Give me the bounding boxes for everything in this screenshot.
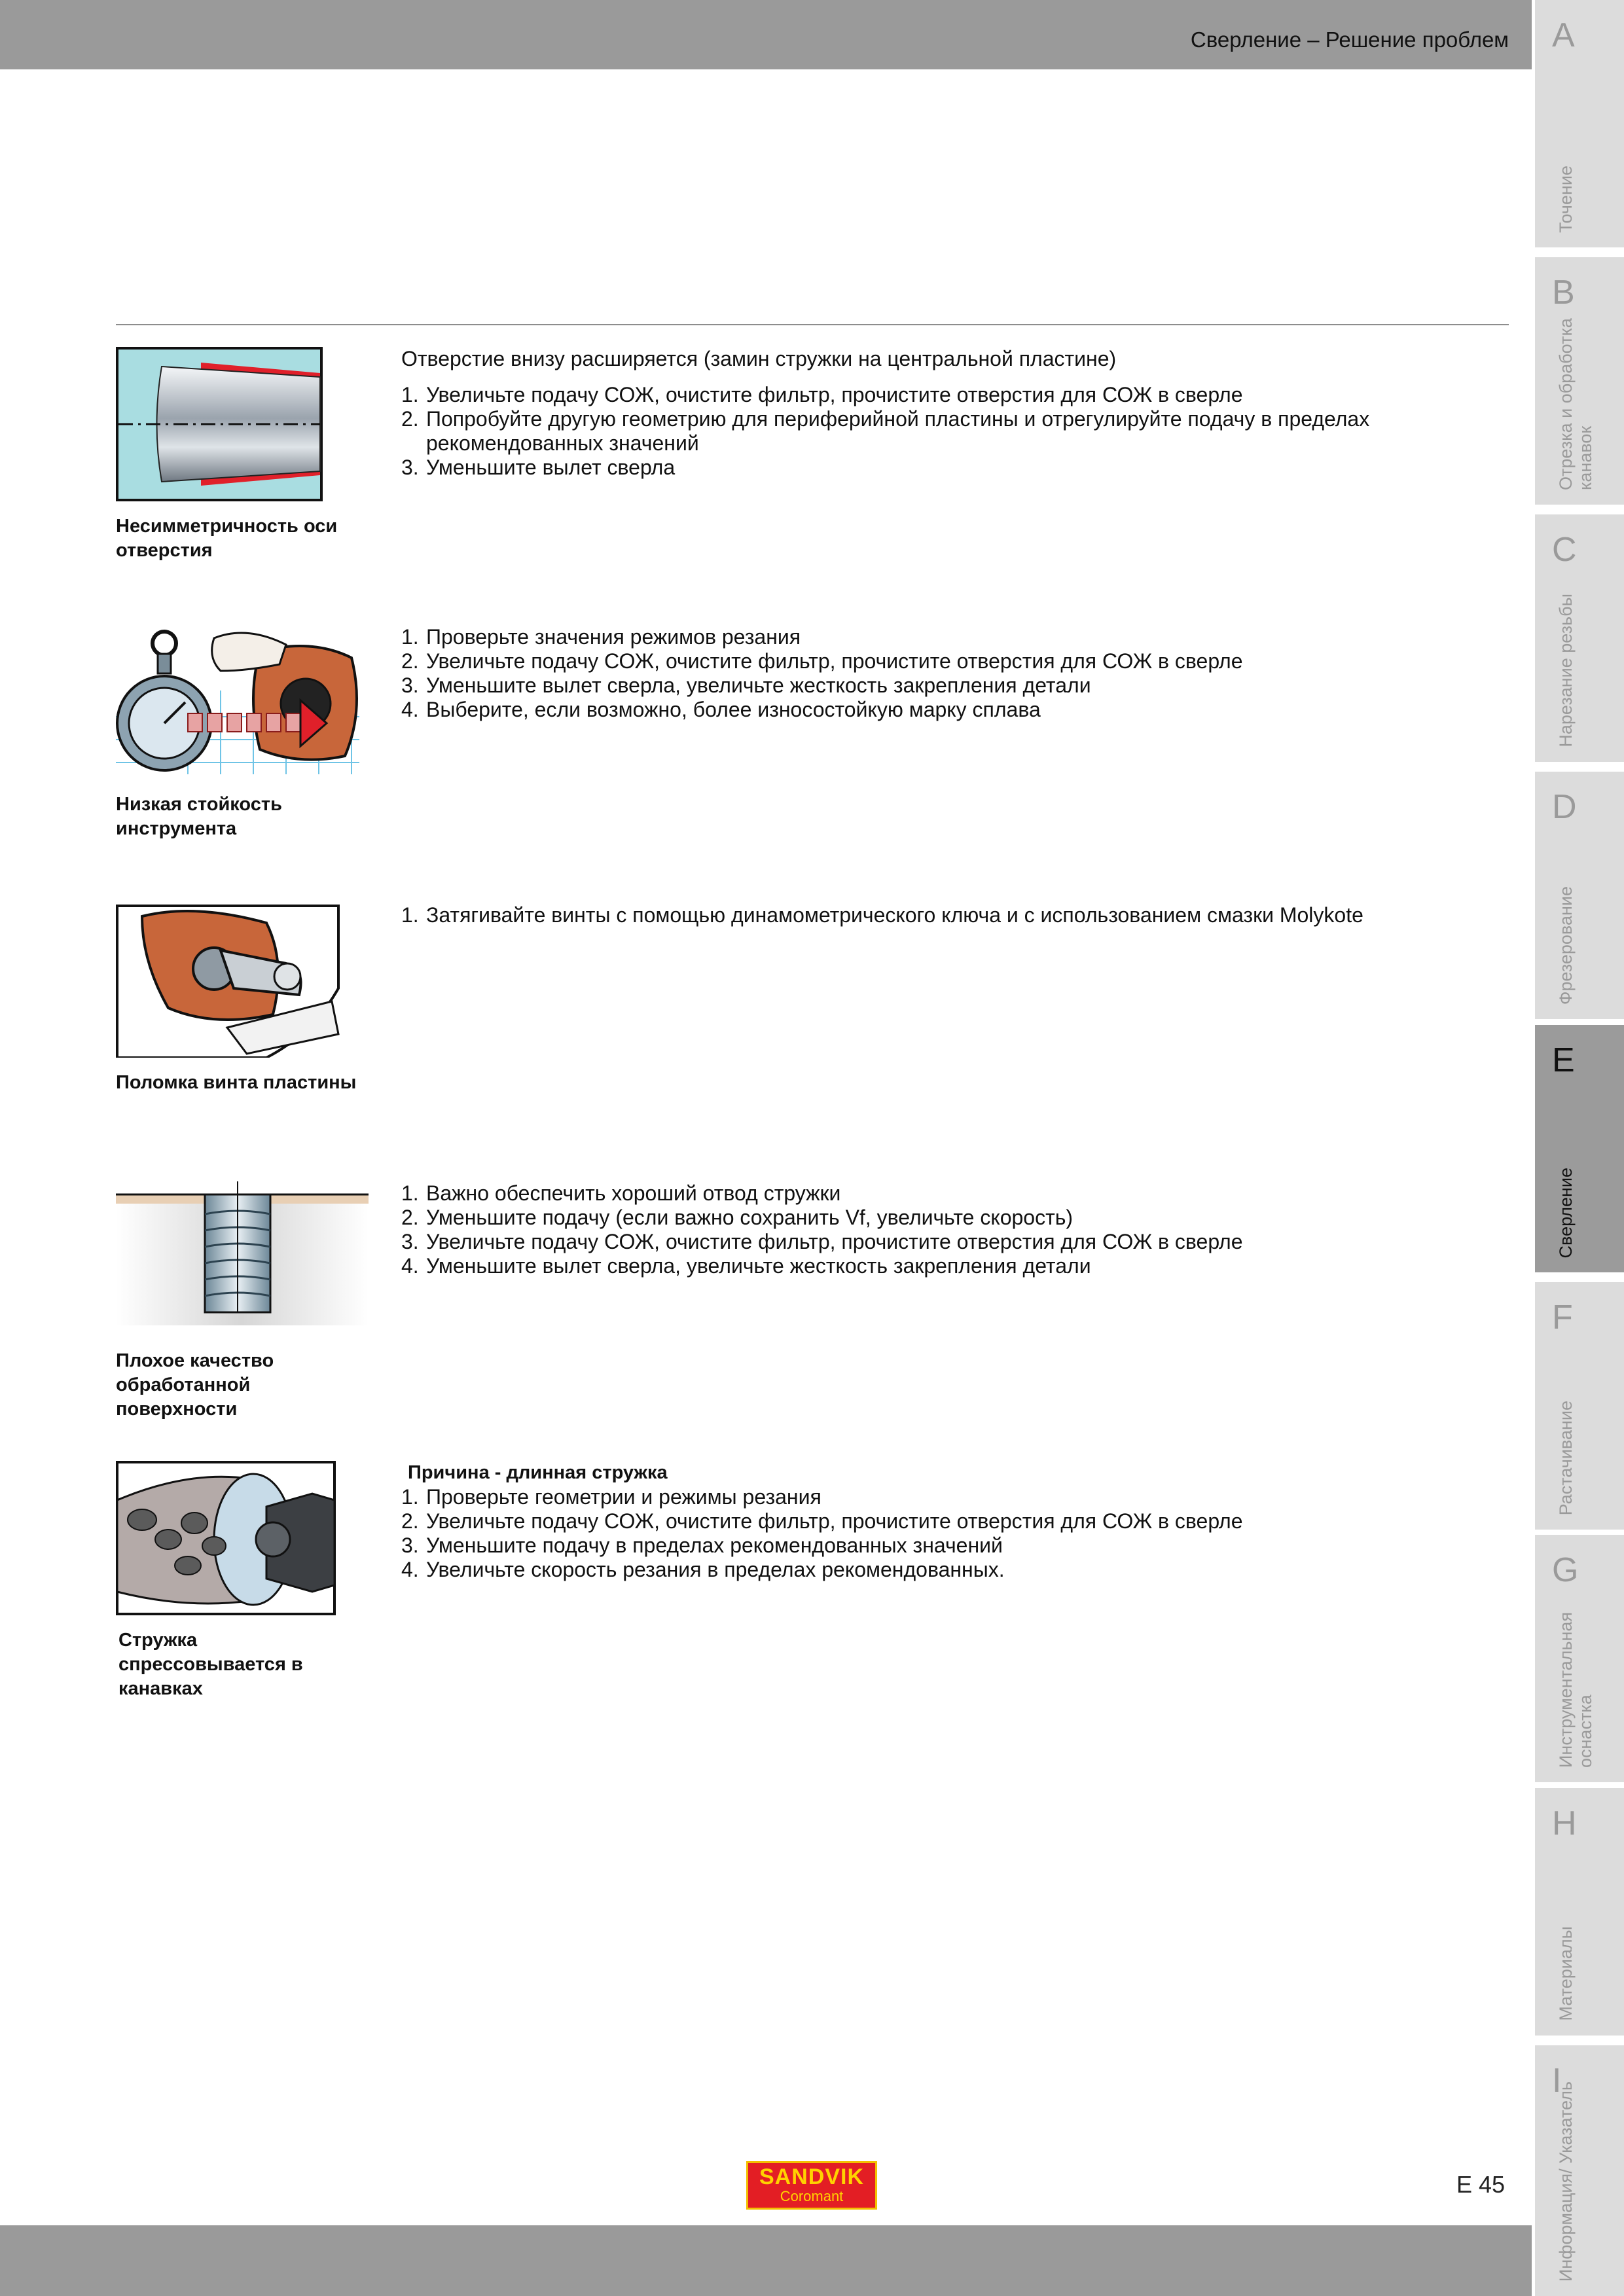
remedy-text: Выберите, если возможно, более износостойкую марку сплава xyxy=(426,698,1041,721)
tab-label: Точение xyxy=(1556,166,1576,233)
tab-label: Фрезерование xyxy=(1556,886,1576,1005)
remedy-list xyxy=(401,903,1514,927)
remedy-list xyxy=(401,1181,1514,1278)
tab-letter: B xyxy=(1552,274,1575,312)
list-item: 4. Уменьшите вылет сверла, увеличьте жесткость закрепления детали xyxy=(401,1254,1091,1278)
sandvik-coromant-logo xyxy=(746,2161,877,2210)
problem-caption: Низкая стойкость инструмента xyxy=(116,794,282,839)
remedy-list xyxy=(401,1485,1514,1582)
tab-letter: D xyxy=(1552,788,1577,826)
insert-screw-illustration xyxy=(116,903,346,1058)
problem-remedies xyxy=(401,903,1514,927)
problem-screw-breakage xyxy=(116,903,1510,1100)
list-item: 3. Увеличьте подачу СОЖ, очистите фильтр, прочистите отверстия для СОЖ в сверле xyxy=(401,1230,1243,1253)
remedy-text: Уменьшите вылет сверла, увеличьте жесткость закрепления детали xyxy=(426,673,1091,697)
remedy-text: Уменьшите вылет сверла, увеличьте жесткость закрепления детали xyxy=(426,1254,1091,1278)
tab-c[interactable] xyxy=(1535,514,1624,762)
list-item: 3. Уменьшите подачу в пределах рекомендованных значений xyxy=(401,1534,1003,1557)
tab-label: Материалы xyxy=(1556,1926,1576,2021)
problem-caption: Несимметричность оси отверстия xyxy=(116,516,338,561)
problem-remedies xyxy=(401,625,1514,722)
logo-line1: SANDVIK xyxy=(759,2164,865,2189)
problem-chip-packing xyxy=(116,1461,1510,1710)
remedy-text: Увеличьте подачу СОЖ, очистите фильтр, прочистите отверстия для СОЖ в сверле xyxy=(426,383,1243,406)
remedy-text: Попробуйте другую геометрию для периферийной пластины и отрегулируйте подачу в пределах рекомендованных значений xyxy=(426,407,1370,455)
remedy-list xyxy=(401,625,1514,722)
list-item: 2. Уменьшите подачу (если важно сохранить Vf, увеличьте скорость) xyxy=(401,1206,1074,1229)
logo-line2: Coromant xyxy=(780,2188,844,2204)
header-bar xyxy=(0,0,1532,69)
problem-poor-surface xyxy=(116,1181,1510,1443)
list-item: 3. Уменьшите вылет сверла, увеличьте жесткость закрепления детали xyxy=(401,673,1091,697)
tab-i[interactable] xyxy=(1535,2045,1624,2296)
remedy-text: Уменьшите подачу (если важно сохранить Vf, увеличьте скорость) xyxy=(426,1206,1074,1229)
remedy-text: Увеличьте подачу СОЖ, очистите фильтр, прочистите отверстия для СОЖ в сверле xyxy=(426,649,1243,673)
problem-lead: Отверстие внизу расширяется (замин стружки на центральной пластине) xyxy=(401,347,1117,370)
remedy-text: Уменьшите вылет сверла xyxy=(426,456,676,479)
problem-hole-asymmetry xyxy=(116,347,1510,569)
problem-remedies xyxy=(401,1461,1514,1582)
list-item: 2. Попробуйте другую геометрию для периферийной пластины и отрегулируйте подачу в пределах рекомендованных значений xyxy=(401,407,1514,456)
chip-packing-illustration xyxy=(116,1461,336,1615)
hole-taper-illustration xyxy=(116,347,323,501)
problem-caption: Стружка спрессовывается в канавках xyxy=(118,1630,303,1699)
list-item: 1. Затягивайте винты с помощью динамометрического ключа и с использованием смазки Molykote xyxy=(401,903,1363,927)
tab-letter: I xyxy=(1552,2062,1562,2100)
remedy-text: Увеличьте подачу СОЖ, очистите фильтр, прочистите отверстия для СОЖ в сверле xyxy=(426,1509,1243,1533)
tab-d[interactable] xyxy=(1535,772,1624,1019)
remedy-list xyxy=(401,383,1514,480)
list-item: 1. Проверьте геометрии и режимы резания xyxy=(401,1485,821,1509)
list-item: 1. Проверьте значения режимов резания xyxy=(401,625,801,649)
list-item: 4. Выберите, если возможно, более износостойкую марку сплава xyxy=(401,698,1041,721)
footer-bar xyxy=(0,2225,1532,2296)
page-title: Сверление – Решение проблем xyxy=(1190,27,1509,52)
list-item: 1. Увеличьте подачу СОЖ, очистите фильтр, прочистите отверстия для СОЖ в сверле xyxy=(401,383,1243,406)
surface-finish-illustration xyxy=(116,1181,369,1325)
remedy-text: Увеличьте скорость резания в пределах рекомендованных. xyxy=(426,1558,1005,1581)
chapter-tabs xyxy=(1535,0,1624,2296)
tab-e[interactable] xyxy=(1535,1025,1624,1272)
tab-letter: E xyxy=(1552,1041,1575,1079)
tab-label: Нарезание резьбы xyxy=(1556,594,1576,747)
tab-letter: C xyxy=(1552,531,1577,569)
remedy-text: Затягивайте винты с помощью динамометрического ключа и с использованием смазки Molykote xyxy=(426,903,1363,927)
stopwatch-insert-illustration xyxy=(116,625,359,774)
list-item: 3. Уменьшите вылет сверла xyxy=(401,456,676,479)
list-item: 2. Увеличьте подачу СОЖ, очистите фильтр, прочистите отверстия для СОЖ в сверле xyxy=(401,1509,1243,1533)
page-number: E 45 xyxy=(1456,2171,1506,2198)
remedy-text: Уменьшите подачу в пределах рекомендованных значений xyxy=(426,1534,1003,1557)
tab-letter: H xyxy=(1552,1804,1577,1842)
tab-g[interactable] xyxy=(1535,1535,1624,1782)
tab-label: Растачивание xyxy=(1556,1400,1576,1515)
tab-b[interactable] xyxy=(1535,257,1624,505)
problem-caption: Плохое качество обработанной поверхности xyxy=(116,1350,274,1420)
tab-f[interactable] xyxy=(1535,1282,1624,1530)
remedy-text: Увеличьте подачу СОЖ, очистите фильтр, прочистите отверстия для СОЖ в сверле xyxy=(426,1230,1243,1253)
tab-letter: F xyxy=(1552,1299,1573,1336)
list-item: 2. Увеличьте подачу СОЖ, очистите фильтр, прочистите отверстия для СОЖ в сверле xyxy=(401,649,1243,673)
remedy-text: Проверьте значения режимов резания xyxy=(426,625,801,649)
section-divider xyxy=(116,324,1509,325)
list-item: 4. Увеличьте скорость резания в пределах рекомендованных. xyxy=(401,1558,1005,1581)
problem-caption: Поломка винта пластины xyxy=(116,1072,357,1093)
tab-a[interactable] xyxy=(1535,0,1624,247)
tab-letter: G xyxy=(1552,1551,1579,1589)
problem-cause: Причина - длинная стружка xyxy=(408,1462,668,1483)
tab-h[interactable] xyxy=(1535,1788,1624,2036)
tab-label: Информация/ Указатель xyxy=(1556,2081,1576,2282)
tab-label: Инструментальная оснастка xyxy=(1556,1611,1595,1768)
problem-remedies xyxy=(401,347,1514,480)
tab-label: Отрезка и обработка канавок xyxy=(1556,318,1595,490)
remedy-text: Проверьте геометрии и режимы резания xyxy=(426,1485,821,1509)
tab-letter: A xyxy=(1552,16,1575,54)
list-item: 1. Важно обеспечить хороший отвод стружки xyxy=(401,1181,841,1205)
remedy-text: Важно обеспечить хороший отвод стружки xyxy=(426,1181,841,1205)
problem-low-tool-life xyxy=(116,625,1510,848)
problem-remedies xyxy=(401,1181,1514,1278)
tab-label: Сверление xyxy=(1556,1167,1576,1258)
